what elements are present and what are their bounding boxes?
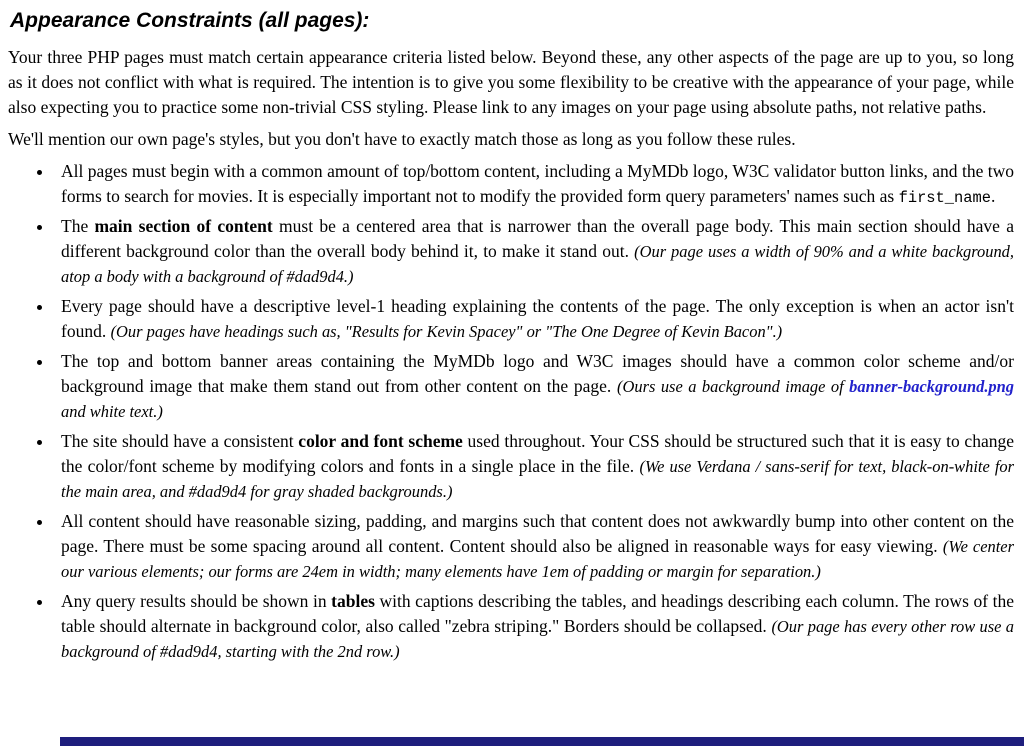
constraints-list xyxy=(8,159,1014,664)
text-segment: main section of content xyxy=(94,216,273,237)
text-segment: . xyxy=(990,186,996,207)
constraint-item-tables xyxy=(54,589,1014,664)
page-title: Appearance Constraints (all pages): xyxy=(10,9,370,32)
constraint-item-banner xyxy=(54,349,1014,424)
banner-background-link[interactable]: banner-background.png xyxy=(849,377,1015,397)
text-segment: Any query results should be shown in xyxy=(61,591,332,612)
text-segment: (Our page uses a width of 90% and a white background, atop a body with a background of #dad9d4.) xyxy=(61,242,1014,287)
text-segment: used throughout. Your CSS should be structured such that it is easy to change the color/font scheme by modifying colors and fonts in a single place in the file. xyxy=(61,431,1014,477)
text-segment: (Ours use a background image of xyxy=(617,377,850,397)
text-segment: We'll mention our own page's styles, but you don't have to exactly match those as long as you follow these rules. xyxy=(8,129,796,150)
constraint-item-heading xyxy=(54,294,1014,344)
text-segment: and white text.) xyxy=(61,402,163,422)
text-segment: (We center our various elements; our forms are 24em in width; many elements have 1em of padding or margin for separation.) xyxy=(61,537,1014,582)
text-segment: The site should have a consistent xyxy=(61,431,299,452)
constraint-item-main-section xyxy=(54,214,1014,289)
text-segment: with captions describing the tables, and headings describing each column. The rows of the table should alternate in background color, also called "zebra striping." Borders should be collapsed. xyxy=(61,591,1014,637)
bottom-banner-strip xyxy=(60,737,1024,746)
text-segment: (Our pages have headings such as, "Results for Kevin Spacey" or "The One Degree of Kevin Bacon".) xyxy=(110,322,783,342)
text-segment: The xyxy=(61,216,95,237)
text-segment: color and font scheme xyxy=(298,431,463,452)
text-segment: must be a centered area that is narrower than the overall page body. This main section should have a different background color than the overall body behind it, to make it stand out. xyxy=(61,216,1014,262)
constraint-item-spacing xyxy=(54,509,1014,584)
styles-note-paragraph xyxy=(8,127,1014,152)
constraint-item-common-content xyxy=(54,159,1014,209)
text-segment: Your three PHP pages must match certain appearance criteria listed below. Beyond these, any other aspects of the page are up to you, so long as it does not conflict with what is required. The intention is to give you some flexibility to be creative with the appearance of your page, while also expecting you to practice some non-trivial CSS styling. Please link to any images on your page using absolute paths, not relative paths. xyxy=(8,47,1014,118)
constraint-item-color-font-scheme xyxy=(54,429,1014,504)
text-segment: The top and bottom banner areas containing the MyMDb logo and W3C images should have a common color scheme and/or background image that make them stand out from other content on the page. xyxy=(61,351,1014,397)
text-segment: tables xyxy=(331,591,375,612)
text-segment: Every page should have a descriptive level-1 heading explaining the contents of the page. The only exception is when an actor isn't found. xyxy=(61,296,1014,342)
inline-code-first-name: first_name xyxy=(898,189,991,208)
intro-paragraph xyxy=(8,45,1014,120)
text-segment: All pages must begin with a common amount of top/bottom content, including a MyMDb logo, W3C validator button links, and the two forms to search for movies. It is especially important not to modify the provided form query parameters' names such as xyxy=(61,161,1014,207)
text-segment: All content should have reasonable sizing, padding, and margins such that content does not awkwardly bump into other content on the page. There must be some spacing around all content. Content should also be aligned in reasonable ways for easy viewing. xyxy=(61,511,1014,557)
text-segment: (Our page has every other row use a background of #dad9d4, starting with the 2nd row.) xyxy=(61,617,1015,662)
text-segment: (We use Verdana / sans-serif for text, black-on-white for the main area, and #dad9d4 for gray shaded backgrounds.) xyxy=(61,457,1015,502)
